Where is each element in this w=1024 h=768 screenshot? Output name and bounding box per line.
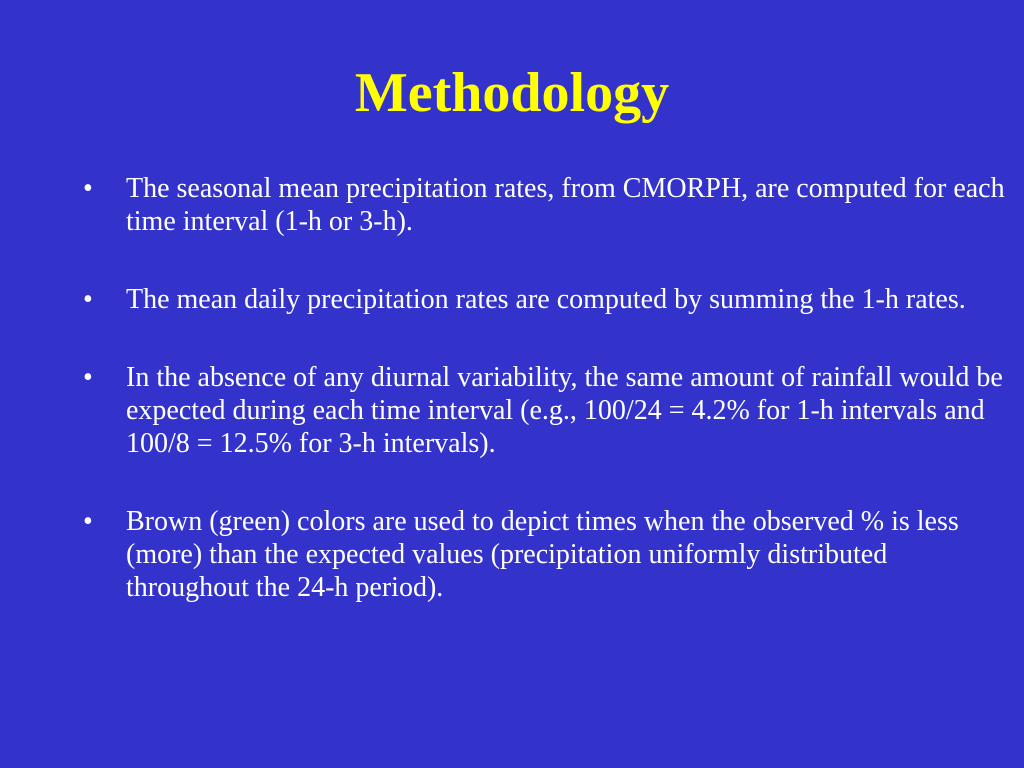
bullet-text-4: Brown (green) colors are used to depict times when the observed % is less (more) than the expected values (precipitation uniformly distributed throughout the 24-h period). <box>126 506 959 603</box>
bullet-item-1 <box>83 172 1015 238</box>
bullet-item-3 <box>83 361 1015 460</box>
bullet-icon: • <box>83 173 93 204</box>
bullet-text-3: In the absence of any diurnal variability, the same amount of rainfall would be expected during each time interval (e.g., 100/24 = 4.2% for 1-h intervals and 100/8 = 12.5% for 3-h intervals). <box>126 362 1003 459</box>
bullet-text-2: The mean daily precipitation rates are computed by summing the 1-h rates. <box>126 284 966 315</box>
bullet-text-1: The seasonal mean precipitation rates, from CMORPH, are computed for each time interval (1-h or 3-h). <box>126 173 1005 237</box>
bullet-icon: • <box>83 284 93 315</box>
bullet-icon: • <box>83 362 93 393</box>
bullet-item-4 <box>83 505 1015 604</box>
slide-title: Methodology <box>354 62 670 124</box>
bullet-item-2 <box>83 283 1015 316</box>
bullet-list <box>83 172 1015 604</box>
bullet-icon: • <box>83 506 93 537</box>
